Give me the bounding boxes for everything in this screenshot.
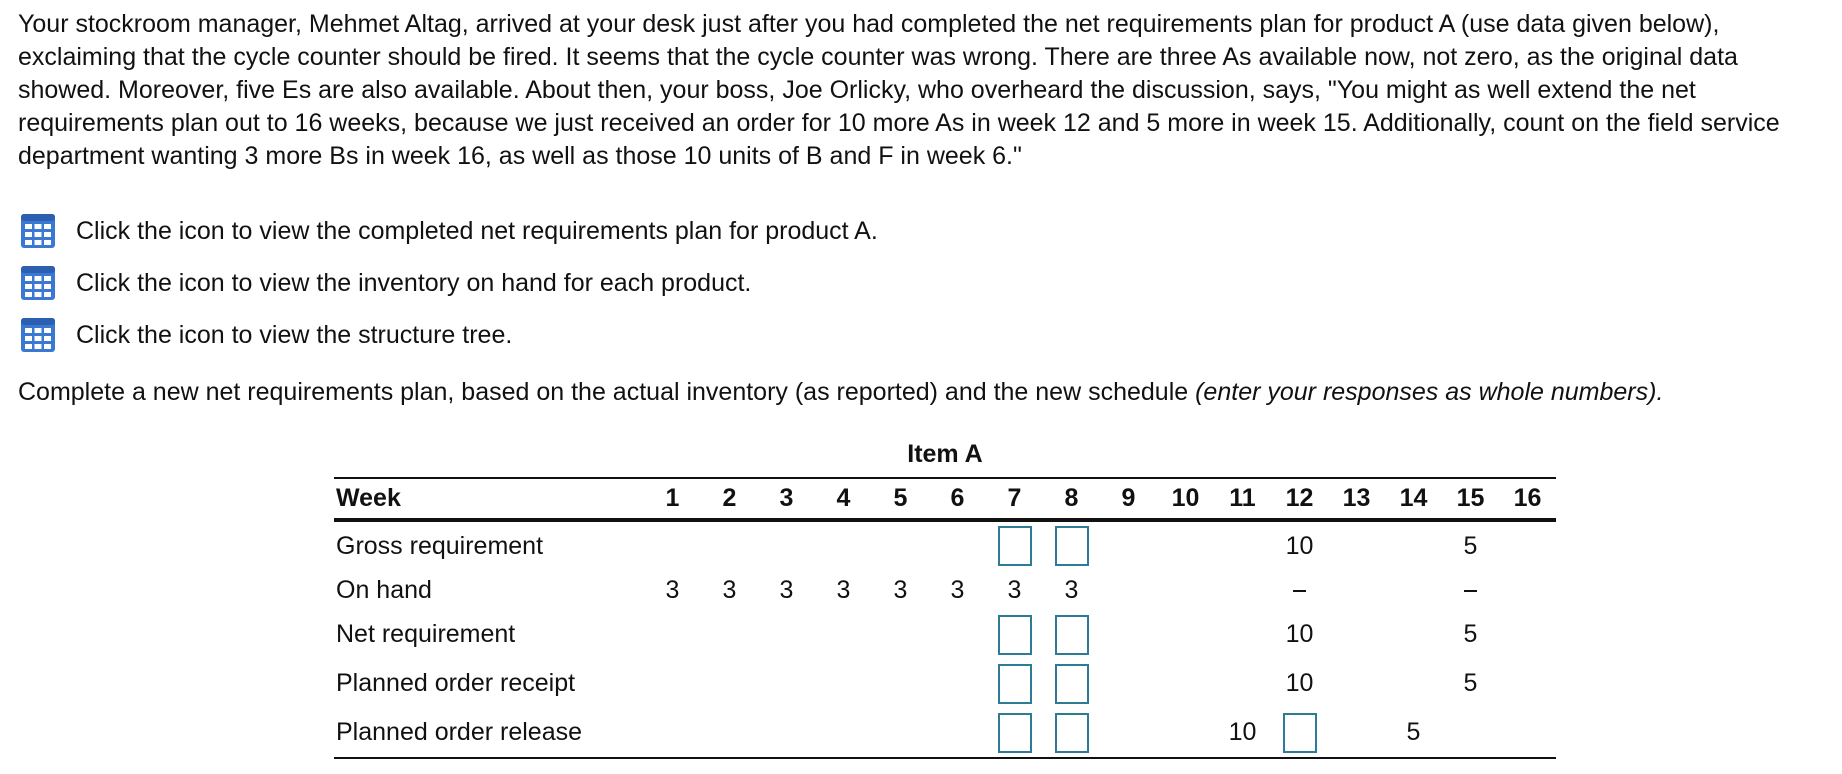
net-requirement-week-9-cell [1100,610,1157,659]
gross-requirement-week-7-input[interactable] [998,526,1032,566]
on-hand-week-3-cell: 3 [779,575,794,604]
planned-order-release-week-14-cell: 5 [1406,718,1421,746]
planned-order-release-week-16-cell [1499,708,1556,758]
on-hand-week-13-cell [1328,570,1385,610]
gross-requirement-week-11-cell [1214,520,1271,570]
net-requirement-week-8-cell [1043,610,1100,659]
net-requirement-week-14-cell [1385,610,1442,659]
on-hand-week-10-cell [1157,570,1214,610]
link-completed-plan[interactable] [20,205,878,257]
week-10-header: 10 [1157,478,1214,520]
on-hand-week-9-cell [1100,570,1157,610]
week-header-row [334,478,1556,520]
instruction-emphasis: (enter your responses as whole numbers). [1195,378,1664,406]
gross-requirement-week-15-cell: 5 [1463,531,1478,560]
planned-order-release-week-7-cell [986,708,1043,758]
planned-order-release-week-2-cell [701,708,758,758]
week-1-header: 1 [644,478,701,520]
week-11-header: 11 [1214,478,1271,520]
planned-order-release-week-9-cell [1100,708,1157,758]
net-requirement-week-16-cell [1499,610,1556,659]
planned-order-release-week-1-cell [644,708,701,758]
net-requirement-week-4-cell [815,610,872,659]
week-15-header: 15 [1442,478,1499,520]
gross-requirement-week-16-cell [1499,520,1556,570]
link-text[interactable]: Click the icon to view the completed net requirements plan for product A. [76,216,878,245]
planned-order-receipt-row [334,659,1556,708]
planned-order-receipt-week-7-input[interactable] [998,664,1032,704]
instruction [18,378,1663,407]
gross-requirement-week-3-cell [758,520,815,570]
gross-requirement-week-1-cell [644,520,701,570]
planned-order-release-week-11-cell: 10 [1228,718,1257,746]
gross-requirement-week-9-cell [1100,520,1157,570]
gross-requirement-week-7-cell [986,520,1043,570]
net-requirement-week-5-cell [872,610,929,659]
net-requirement-week-13-cell [1328,610,1385,659]
week-16-header: 16 [1499,478,1556,520]
planned-order-release-week-3-cell [758,708,815,758]
week-2-header: 2 [701,478,758,520]
net-requirement-week-7-cell [986,610,1043,659]
on-hand-week-12-cell [1271,570,1328,610]
table-grid-icon[interactable] [20,213,56,249]
planned-order-receipt-week-12-cell: 10 [1285,669,1314,697]
link-inventory[interactable] [20,257,878,309]
net-requirement-label: Net requirement [336,620,516,648]
on-hand-week-4-cell: 3 [836,575,851,604]
net-requirements-table [334,477,1556,759]
on-hand-week-14-cell [1385,570,1442,610]
planned-order-receipt-week-3-cell [758,659,815,708]
planned-order-release-week-15-cell [1442,708,1499,758]
planned-order-receipt-week-4-cell [815,659,872,708]
planned-order-receipt-week-6-cell [929,659,986,708]
planned-order-receipt-week-11-cell [1214,659,1271,708]
week-9-header: 9 [1100,478,1157,520]
week-5-header: 5 [872,478,929,520]
on-hand-week-16-cell [1499,570,1556,610]
planned-order-release-week-12-cell [1271,708,1328,758]
planned-order-receipt-week-1-cell [644,659,701,708]
planned-order-receipt-week-16-cell [1499,659,1556,708]
planned-order-release-week-10-cell [1157,708,1214,758]
gross-requirement-week-12-cell: 10 [1285,531,1314,560]
on-hand-week-15-cell [1442,570,1499,610]
planned-order-receipt-week-8-input[interactable] [1055,664,1089,704]
dash-mark [1293,590,1306,592]
link-structure-tree[interactable] [20,309,878,361]
planned-order-release-week-8-input[interactable] [1055,713,1089,753]
problem-statement: Your stockroom manager, Mehmet Altag, arrived at your desk just after you had completed the net requirements plan for product A (use data given below), exclaiming that the cycle counter should be fired. It seems that the cycle counter was wrong. There are three As available now, not zero, as the original data showed. Moreover, five Es are also available. About then, your boss, Joe Orlicky, who overheard the discussion, says, "You might as well extend the net requirements plan out to 16 weeks, because we just received an order for 10 more As in week 12 and 5 more in week 15. Additionally, count on the field service department wanting 3 more Bs in week 16, as well as those 10 units of B and F in week 6." [18,10,1780,170]
gross-requirement-week-10-cell [1157,520,1214,570]
week-8-header: 8 [1043,478,1100,520]
on-hand-week-11-cell [1214,570,1271,610]
week-7-header: 7 [986,478,1043,520]
net-requirement-week-11-cell [1214,610,1271,659]
net-requirement-week-12-cell: 10 [1285,620,1314,648]
on-hand-week-7-cell: 3 [1007,575,1022,604]
dash-mark [1464,590,1477,592]
on-hand-week-6-cell: 3 [950,575,965,604]
gross-requirement-label: Gross requirement [336,531,544,560]
week-12-header: 12 [1271,478,1328,520]
net-requirement-week-15-cell: 5 [1463,620,1478,648]
instruction-main: Complete a new net requirements plan, based on the actual inventory (as reported) and the new schedule [18,378,1196,406]
gross-requirement-week-4-cell [815,520,872,570]
net-requirement-week-6-cell [929,610,986,659]
week-3-header: 3 [758,478,815,520]
planned-order-release-week-5-cell [872,708,929,758]
week-4-header: 4 [815,478,872,520]
resource-links [20,205,878,361]
planned-order-receipt-label: Planned order receipt [336,669,576,697]
gross-requirement-week-5-cell [872,520,929,570]
planned-order-release-week-4-cell [815,708,872,758]
table-grid-icon[interactable] [20,265,56,301]
planned-order-receipt-week-2-cell [701,659,758,708]
planned-order-receipt-week-8-cell [1043,659,1100,708]
planned-order-receipt-week-14-cell [1385,659,1442,708]
planned-order-receipt-week-15-cell: 5 [1463,669,1478,697]
on-hand-week-2-cell: 3 [722,575,737,604]
gross-requirement-week-8-cell [1043,520,1100,570]
planned-order-release-week-12-input[interactable] [1283,713,1317,753]
gross-requirement-week-2-cell [701,520,758,570]
planned-order-receipt-week-9-cell [1100,659,1157,708]
gross-requirement-week-6-cell [929,520,986,570]
table-caption: Item A [907,440,983,468]
planned-order-receipt-week-7-cell [986,659,1043,708]
table-grid-icon[interactable] [20,317,56,353]
gross-requirement-week-13-cell [1328,520,1385,570]
net-requirement-week-1-cell [644,610,701,659]
week-6-header: 6 [929,478,986,520]
net-requirement-row [334,610,1556,659]
planned-order-release-week-6-cell [929,708,986,758]
net-requirement-week-7-input[interactable] [998,615,1032,655]
planned-order-release-week-13-cell [1328,708,1385,758]
net-requirement-week-2-cell [701,610,758,659]
week-header-label: Week [334,478,644,520]
net-requirement-week-3-cell [758,610,815,659]
planned-order-receipt-week-5-cell [872,659,929,708]
week-14-header: 14 [1385,478,1442,520]
on-hand-week-8-cell: 3 [1064,575,1079,604]
planned-order-release-week-7-input[interactable] [998,713,1032,753]
gross-requirement-week-14-cell [1385,520,1442,570]
planned-order-release-label: Planned order release [336,718,582,746]
gross-requirement-week-8-input[interactable] [1055,526,1089,566]
on-hand-label: On hand [336,575,432,604]
on-hand-row [334,570,1556,610]
link-text[interactable]: Click the icon to view the structure tree. [76,320,513,349]
net-requirement-week-8-input[interactable] [1055,615,1089,655]
on-hand-week-1-cell: 3 [665,575,680,604]
link-text[interactable]: Click the icon to view the inventory on hand for each product. [76,268,752,297]
on-hand-week-5-cell: 3 [893,575,908,604]
gross-requirement-row [334,520,1556,570]
planned-order-release-row [334,708,1556,758]
planned-order-release-week-8-cell [1043,708,1100,758]
week-13-header: 13 [1328,478,1385,520]
planned-order-receipt-week-13-cell [1328,659,1385,708]
planned-order-receipt-week-10-cell [1157,659,1214,708]
net-requirement-week-10-cell [1157,610,1214,659]
